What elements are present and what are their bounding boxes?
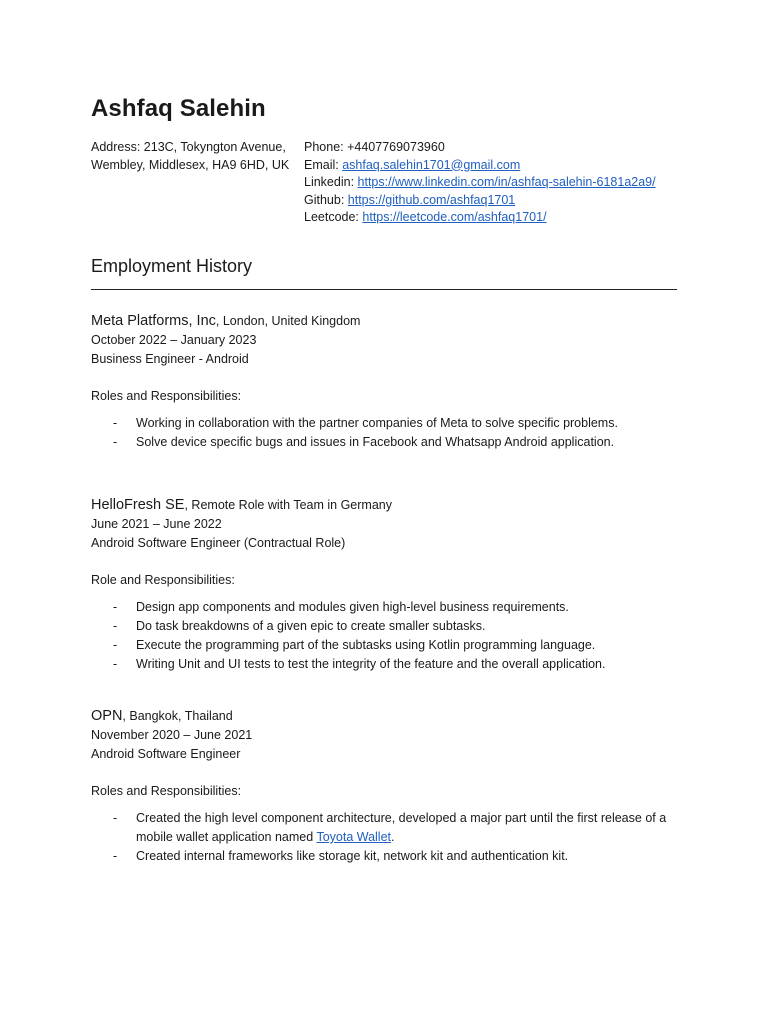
job-location: , Remote Role with Team in Germany [184, 498, 392, 512]
bullet-dash: - [113, 619, 118, 633]
bullet-dash: - [113, 849, 118, 863]
address-line-2: Wembley, Middlesex, HA9 6HD, UK [91, 157, 290, 172]
job-dates: October 2022 – January 2023 [91, 333, 257, 347]
job-dates: June 2021 – June 2022 [91, 517, 222, 531]
list-item [91, 847, 681, 866]
job-roles-title: Role and Responsibilities: [91, 573, 235, 587]
job-company: Meta Platforms, Inc [91, 313, 216, 329]
list-item [91, 655, 681, 674]
job-role: Business Engineer - Android [91, 352, 249, 366]
job-roles-title: Roles and Responsibilities: [91, 784, 242, 798]
bullet-text: Solve device specific bugs and issues in Facebook and Whatsapp Android application. [136, 435, 615, 449]
bullet-text-tail: . [391, 830, 395, 844]
job-bullets [91, 598, 691, 674]
bullet-text: Created internal frameworks like storage kit, network kit and authentication kit. [136, 849, 569, 863]
bullet-dash: - [113, 657, 118, 671]
bullet-dash: - [113, 811, 118, 825]
linkedin-link[interactable]: https://www.linkedin.com/in/ashfaq-salehin-6181a2a9/ [357, 175, 656, 189]
job-company-line [91, 706, 691, 726]
job-bullets [91, 414, 691, 452]
bullet-dash: - [113, 600, 118, 614]
github-line [304, 192, 656, 210]
email-line [304, 157, 656, 175]
email-label: Email: [304, 157, 343, 172]
github-label: Github: [304, 192, 348, 207]
job-entry-hellofresh [91, 495, 691, 674]
candidate-name: Ashfaq Salehin [91, 95, 266, 122]
job-location: , Bangkok, Thailand [122, 709, 233, 723]
job-role: Android Software Engineer (Contractual Role) [91, 536, 346, 550]
leetcode-line [304, 209, 656, 227]
address-line-1: Address: 213C, Tokyngton Avenue, [91, 140, 286, 154]
job-location: , London, United Kingdom [215, 314, 361, 328]
list-item [91, 617, 681, 636]
job-company-line [91, 311, 691, 331]
job-company: HelloFresh SE [91, 497, 185, 513]
bullet-text: Design app components and modules given high-level business requirements. [136, 600, 569, 614]
list-item [91, 598, 681, 617]
section-title-employment: Employment History [91, 256, 253, 276]
bullet-dash: - [113, 416, 118, 430]
list-item [91, 433, 681, 452]
toyota-wallet-link[interactable]: Toyota Wallet [316, 830, 392, 844]
list-item [91, 809, 681, 847]
bullet-dash: - [113, 435, 118, 449]
linkedin-label: Linkedin: [304, 175, 358, 189]
bullet-text: Do task breakdowns of a given epic to create smaller subtasks. [136, 619, 486, 633]
bullet-dash: - [113, 638, 118, 652]
job-bullets [91, 809, 691, 866]
section-divider [91, 289, 677, 290]
job-entry-meta [91, 311, 691, 452]
contact-block [304, 139, 656, 227]
linkedin-line [304, 174, 656, 192]
leetcode-label: Leetcode: [304, 210, 363, 224]
list-item [91, 414, 681, 433]
address-block [91, 139, 289, 174]
job-entry-opn [91, 706, 691, 866]
bullet-text: Writing Unit and UI tests to test the integrity of the feature and the overall application. [136, 657, 606, 671]
bullet-text: Created the high level component architecture, developed a major part until the first release of a mobile wallet application named [136, 811, 667, 844]
list-item [91, 636, 681, 655]
job-roles-title: Roles and Responsibilities: [91, 389, 242, 403]
leetcode-link[interactable]: https://leetcode.com/ashfaq1701/ [362, 210, 547, 224]
job-company-line [91, 495, 691, 515]
job-dates: November 2020 – June 2021 [91, 728, 253, 742]
bullet-text: Working in collaboration with the partner companies of Meta to solve specific problems. [136, 416, 618, 430]
phone-line: Phone: +4407769073960 [304, 140, 445, 154]
email-link[interactable]: ashfaq.salehin1701@gmail.com [342, 157, 521, 172]
bullet-text: Execute the programming part of the subtasks using Kotlin programming language. [136, 638, 596, 652]
job-company: OPN [91, 708, 123, 724]
job-role: Android Software Engineer [91, 747, 241, 761]
github-link[interactable]: https://github.com/ashfaq1701 [347, 192, 516, 207]
